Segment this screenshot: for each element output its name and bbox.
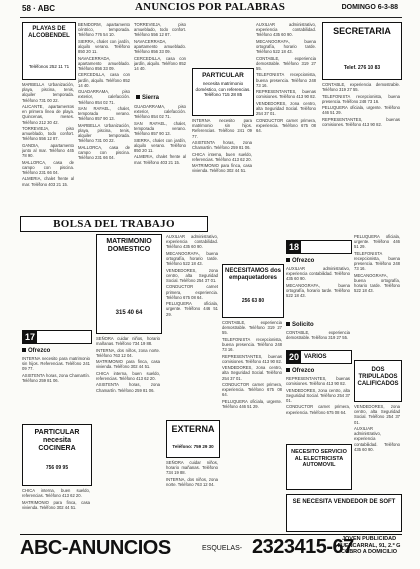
footer-phone: 2323415-67 [252, 536, 354, 558]
soft-box: SE NECESITA VENDEDOR DE SOFT [286, 494, 402, 532]
cocinera-box: PARTICULAR necesita COCINERA 756 09 95 [22, 424, 92, 486]
column-2-text: BENIDORM, apartamento céntrico, temporada. Teléfono 776 54 10. SIERRA, chalet con jardín, alquilo verano. Teléfono 850 20 11. NAVACERRADA, apartamento amueblado. Teléfono 856 33 09. CERCEDILLA, casa con jardín, alquilo. Teléfono 852 14 40. GUADARRAMA, piso exterior, calefacción. Teléfono 854 02 71. SAN RAFAEL, chalet, temporada verano. Teléfono 857 90 13. MARBELLA Urbanización, playa, piscina, tenis, alquiler temporada. Teléfono 731 00 22. MALLORCA, casa de campo con piscina. Teléfono 231 66 04. [78, 22, 130, 161]
bullet-square-icon [286, 258, 290, 262]
column-3-lower-text: AUXILIAR administrativo, experiencia contabilidad. Teléfono 435 60 90. MECANOGRAFA, buena ortografía, horario tarde. Teléfono 522 18 43. VENDEDORES, zona centro, alta Seguridad Social. Teléfono 254 37 01. CONDUCTOR carnet primera, experiencia. Teléfono 675 08 64. PELUQUERA oficiala, urgente. Teléfono 446 51 29. [166, 234, 218, 317]
page-date: DOMINGO 6-3-88 [341, 4, 398, 11]
page-number: 58 · ABC [22, 4, 56, 13]
necesito-box: NECESITO SERVICIO AL ELECTRICISTA AUTOMOVIL [286, 444, 352, 490]
column-5-varios-text: REPRESENTANTES, buenas comisiones. Teléfono 413 90 82. VENDEDORES, zona centro, alta Seguridad Social. Teléfono 254 37 01. CONDUCTOR carnet primera, experiencia. Teléfono 675 08 64. [286, 376, 350, 415]
column-4-lower-text: CONTABLE, experiencia demostrable. Teléfono 319 27 55. TELEFONISTA recepcionista, buena presencia. Teléfono 248 73 16. REPRESENTANTES, buenas comisiones. Teléfono 413 90 82. VENDEDORES, zona centro, alta Seguridad Social. Teléfono 254 37 01. CONDUCTOR carnet primera, experiencia. Teléfono 675 08 64. PELUQUERA oficiala, urgente. Teléfono 446 51 29. [222, 320, 282, 409]
subhead-sierra: Sierra [136, 95, 159, 101]
column-2-lower-text: SEÑORA cuidar niños, horario mañanas. Teléfono 734 19 88. INTERNA, dos niños, zona norte. Teléfono 763 12 04. MATRIMONIO para finca, casa vivienda. Teléfono 302 44 51. CHICA interna, buen sueldo, referencias. Teléfono 413 62 20. ASISTENTA horas, zona Chamartín. Teléfono 259 81 06. [96, 336, 160, 393]
column-3-bottom-text: SEÑORA cuidar niños, horario mañanas. Teléfono 734 19 88. INTERNA, dos niños, zona norte. Teléfono 763 12 04. [166, 460, 218, 487]
column-3b-text: GUADARRAMA, piso exterior, calefacción. Teléfono 854 02 71. SAN RAFAEL, chalet, temporada verano. Teléfono 857 90 13. SIERRA, chalet con jardín, alquilo verano. Teléfono 850 20 11. ALMERIA, chalet frente al mar. Teléfono 403 21 15. [134, 104, 186, 165]
column-5-solicito-text: CONTABLE, experiencia demostrable. Teléfono 319 27 55. [286, 330, 350, 341]
particular-box: PARTICULAR necesita matrimonio doméstico, con referencias. Teléfono 715 28 85 [192, 68, 254, 116]
footer-brand: ABC-ANUNCIOS [20, 537, 171, 559]
footer [20, 534, 402, 563]
secretaria-box: SECRETARIA Telef. 276 10 83 [322, 22, 402, 80]
column-1-lower-text: INTERNA necesito para matrimonio sin hijos. Referencias. Teléfono 241 09 77. ASISTENTA horas, zona Chamartín. Teléfono 259 81 06. [22, 356, 90, 383]
page-header [0, 0, 420, 16]
footer-agency: JOVEN PUBLICIDAD FUENCARRAL, 91, 2.º G COBRO A DOMICILIO [337, 536, 401, 555]
column-6-text: CONTABLE, experiencia demostrable. Teléfono 319 27 55. TELEFONISTA recepcionista, buena presencia. Teléfono 248 73 16. PELUQUERA oficiala, urgente. Teléfono 446 51 29. REPRESENTANTES, buenas comisiones. Teléfono 413 90 82. [322, 82, 400, 127]
section-18-administrativos: 18 [286, 240, 352, 254]
subhead-ofrezco-2: Ofrezco [286, 258, 314, 264]
column-6-lower-text: PELUQUERA oficiala, urgente. Teléfono 446 51 29. TELEFONISTA recepcionista, buena presencia. Teléfono 248 73 16. MECANOGRAFA, buena ortografía, horario tarde. Teléfono 522 18 43. [354, 234, 400, 294]
subhead-ofrezco-1: Ofrezco [22, 348, 50, 354]
column-1-bottom-text: CHICA interna, buen sueldo, referencias. Teléfono 413 62 20. MATRIMONIO para finca, casa vivienda. Teléfono 302 44 51. [22, 488, 90, 510]
column-3-text: TORREVIEJA, piso amueblado, todo confort. Teléfono 556 12 87. NAVACERRADA, apartamento amueblado. Teléfono 856 33 09. CERCEDILLA, casa con jardín, alquilo. Teléfono 852 14 40. [134, 22, 186, 71]
footer-esquelas: ESQUELAS- [202, 545, 243, 552]
matrimonio-box: MATRIMONIO DOMESTICO 315 40 64 [96, 234, 162, 334]
column-1-text: MARBELLA Urbanización, playa, piscina, tenis, alquiler temporada. Teléfono 731 00 22. ALICANTE, apartamentos en primera línea de playa. Quincenas, meses. Teléfono 212 30 42. TORREVIEJA, piso amueblado, todo confort. Teléfono 556 12 87. GANDIA, apartamento junto al mar. Teléfono 445 78 90. MALLORCA, casa de campo con piscina. Teléfono 231 66 04. ALMERIA, chalet frente al mar. Teléfono 403 21 15. [22, 82, 74, 187]
bullet-square-icon [136, 95, 140, 99]
bullet-square-icon [286, 368, 290, 372]
section-17-servicio-domestico: 17 [22, 330, 92, 344]
bullet-square-icon [22, 348, 26, 352]
playas-box: PLAYAS DE ALCOBENDEL Teléfonos 252 11 71 [22, 22, 76, 80]
header-rule [20, 17, 402, 18]
tripulados-box: DOS TRIPULADOS CALIFICADOS [354, 360, 402, 402]
column-6-bottom-text: VENDEDORES, zona centro, alta Seguridad Social. Teléfono 254 37 01. AUXILIAR administrativo, experiencia contabilidad. Teléfono 435 60 90. [354, 404, 400, 452]
page-title: ANUNCIOS POR PALABRAS [134, 1, 286, 13]
column-5-lower-text: AUXILIAR administrativo, experiencia contabilidad. Teléfono 435 60 90. MECANOGRAFA, buena ortografía, horario tarde. Teléfono 522 18 43. [286, 266, 350, 299]
subhead-solicito: Solicito [286, 322, 314, 328]
column-5-text: AUXILIAR administrativo, experiencia contabilidad. Teléfono 435 60 90. MECANOGRAFA, buena ortografía, horario tarde. Teléfono 522 18 43. CONTABLE, experiencia demostrable. Teléfono 319 27 55. TELEFONISTA recepcionista, buena presencia. Teléfono 248 73 16. REPRESENTANTES, buenas comisiones. Teléfono 413 90 82. VENDEDORES, zona centro, alta Seguridad Social. Teléfono 254 37 01. CONDUCTOR carnet primera, experiencia. Teléfono 675 08 64. [256, 22, 316, 133]
externa-box: EXTERNA Teléfono: 759 29 30 [166, 420, 220, 458]
bolsa-del-trabajo-banner: BOLSA DEL TRABAJO [20, 216, 208, 232]
bullet-square-icon [286, 322, 290, 326]
section-20-varios: 20 VARIOS [286, 350, 352, 364]
column-4-text: INTERNA necesito para matrimonio sin hijos. Referencias. Teléfono 241 09 77. ASISTENTA horas, zona Chamartín. Teléfono 259 81 06. CHICA interna, buen sueldo, referencias. Teléfono 413 62 20. MATRIMONIO para finca, casa vivienda. Teléfono 302 44 51. [192, 118, 252, 174]
necesitamos-box: NECESITAMOS dos empaquetadores 256 63 80 [222, 264, 284, 318]
subhead-ofrezco-3: Ofrezco [286, 368, 314, 374]
